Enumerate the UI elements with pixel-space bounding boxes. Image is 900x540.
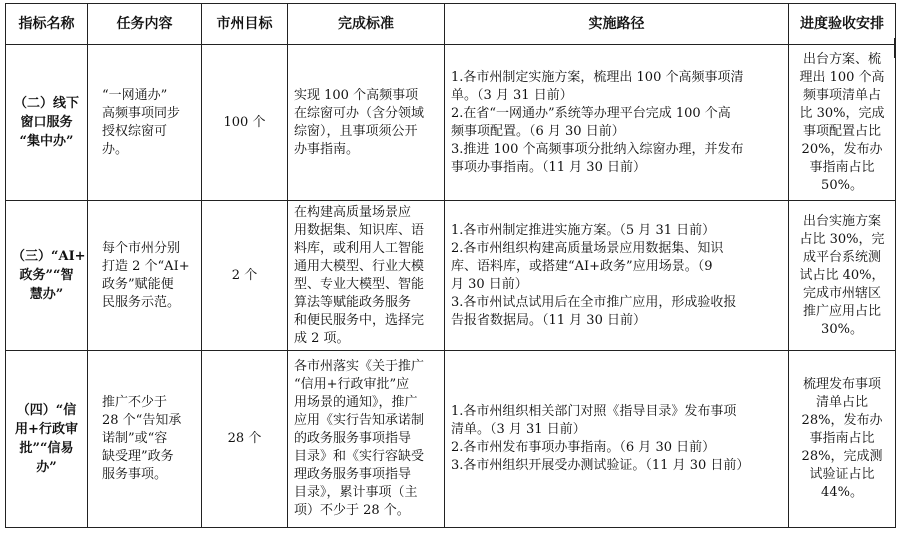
- indicator-name-cell: [6, 201, 88, 351]
- header-task-content: 任务内容: [88, 4, 202, 45]
- cell-line: 事指南占比: [809, 159, 875, 175]
- implementation-path-cell: [445, 45, 789, 201]
- completion-standard-cell: [288, 351, 445, 528]
- cell-line: 缺受理”政务: [102, 449, 174, 464]
- cell-line: （二）线下: [13, 96, 79, 111]
- indicator-table: [5, 3, 896, 528]
- cell-line: 目录》，累计事项（主: [294, 485, 418, 500]
- cell-line: 打造 2 个“AI+: [102, 258, 190, 274]
- cell-line: “一网通办”: [102, 87, 168, 103]
- table-row: [6, 45, 896, 201]
- city-target-cell: 100 个: [202, 45, 288, 201]
- cell-line: 目录》和《实行容缺受: [294, 449, 425, 464]
- indicator-name-cell: [6, 351, 88, 528]
- cell-line: （四）“信: [16, 403, 77, 418]
- cell-line: 用数据集、知识库、语: [294, 222, 425, 238]
- cell-line: 28 个“告知承: [102, 413, 182, 428]
- acceptance-schedule-cell: [789, 351, 896, 528]
- cell-line: 梳理发布事项: [802, 377, 881, 392]
- cell-line: 2.各市州组织构建高质量场景应用数据集、知识: [451, 240, 724, 256]
- cell-line: 3.各市州组织开展受办测试验证。（11 月 30 日前）: [451, 458, 750, 473]
- cell-line: 理政务服务事项指导: [294, 467, 412, 482]
- cell-line: 事指南占比: [809, 431, 875, 446]
- cell-line: 理出 100 个高: [799, 69, 885, 85]
- cell-line: 出台方案、梳: [802, 51, 881, 67]
- cell-line: 用+行政审: [15, 422, 78, 437]
- cell-line: 完成市州辖区: [802, 285, 881, 301]
- header-completion-standard: 完成标准: [288, 4, 445, 45]
- cell-line: 出台实施方案: [802, 213, 881, 229]
- cell-line: 在综窗可办（含分领域: [294, 105, 425, 121]
- cell-line: 28%，完成测: [801, 449, 883, 464]
- cell-line: 占比 30%，完: [799, 231, 885, 247]
- cell-line: 政务”“智: [19, 268, 74, 283]
- cell-line: 服务事项。: [102, 467, 168, 482]
- cell-line: 高频事项同步: [102, 105, 181, 121]
- cell-line: 1.各市州组织相关部门对照《指导目录》发布事项: [451, 404, 737, 419]
- header-row: [6, 4, 896, 45]
- table-row: [6, 201, 896, 351]
- cell-line: 比 30%，完成: [799, 105, 885, 121]
- cell-line: 推广应用占比: [802, 303, 881, 319]
- cell-line: 的政务服务事项指导: [294, 431, 412, 446]
- cell-line: 3.各市州试点试用后在全市推广应用，形成验收报: [451, 294, 737, 310]
- cell-line: 每个市州分别: [102, 240, 181, 256]
- cell-line: 试验证占比: [809, 467, 875, 482]
- cell-line: 和便民服务中，选择完: [294, 312, 425, 328]
- cell-line: 实现 100 个高频事项: [294, 87, 419, 103]
- cell-line: 28%，发布办: [801, 413, 883, 428]
- cell-line: 试占比 40%，: [799, 267, 885, 283]
- implementation-path-cell: [445, 201, 789, 351]
- cell-line: 频事项配置。（6 月 30 日前）: [451, 123, 625, 139]
- implementation-path-cell: [445, 351, 789, 528]
- cell-line: 授权综窗可: [102, 123, 168, 139]
- cell-line: 民服务示范。: [102, 294, 181, 310]
- cell-line: 30%。: [821, 321, 863, 337]
- task-content-cell: [88, 45, 202, 201]
- cell-line: 办。: [102, 141, 129, 157]
- cell-line: 告报省数据局。（11 月 30 日前）: [451, 312, 646, 328]
- completion-standard-cell: [288, 45, 445, 201]
- header-indicator-name: 指标名称: [6, 4, 88, 45]
- cell-line: 月 30 日前）: [451, 276, 528, 292]
- cell-line: 慧办”: [29, 287, 64, 302]
- city-target-cell: 2 个: [202, 201, 288, 351]
- cell-line: 成 2 项。: [294, 330, 350, 346]
- cell-line: “信用+行政审批”应: [294, 377, 410, 392]
- cell-line: 事项办事指南。（11 月 30 日前）: [451, 159, 646, 175]
- cell-line: 清单占比: [815, 395, 868, 410]
- cell-line: 成平台系统测: [802, 249, 881, 265]
- cell-line: 算法等赋能政务服务: [294, 294, 412, 310]
- cell-line: 库、语料库，或搭建“AI+政务”应用场景。（9: [451, 258, 713, 274]
- cell-line: 政务”赋能便: [102, 276, 174, 292]
- cell-line: 批”“信易: [19, 441, 74, 456]
- cell-line: 应用《实行告知承诺制: [294, 413, 425, 428]
- cell-line: 清单。（3 月 31 日前）: [451, 422, 586, 437]
- cell-line: 20%，发布办: [801, 141, 883, 157]
- cell-line: 在构建高质量场景应: [294, 204, 412, 220]
- cell-line: （三）“AI+: [12, 249, 86, 264]
- table-row: [6, 351, 896, 528]
- cell-line: 各市州落实《关于推广: [294, 359, 425, 374]
- cell-line: 诺制”或“容: [102, 431, 168, 446]
- completion-standard-cell: [288, 201, 445, 351]
- acceptance-schedule-cell: [789, 201, 896, 351]
- cell-line: 2.各市州发布事项办事指南。（6 月 30 日前）: [451, 440, 716, 455]
- indicator-name-cell: [6, 45, 88, 201]
- task-content-cell: [88, 201, 202, 351]
- cell-line: 2.在省“一网通办”系统等办理平台完成 100 个高: [451, 105, 731, 121]
- cell-line: 1.各市州制定推进实施方案。（5 月 31 日前）: [451, 222, 716, 238]
- cell-line: 44%。: [821, 485, 863, 500]
- cell-line: 3.推进 100 个高频事项分批纳入综窗办理，并发布: [451, 141, 744, 157]
- cell-line: 窗口服务: [20, 115, 73, 130]
- cell-line: 型、专业大模型、智能: [294, 276, 425, 292]
- cell-line: 推广不少于: [102, 395, 168, 410]
- cell-line: 办”: [36, 460, 57, 475]
- cell-line: 单。（3 月 31 日前）: [451, 87, 573, 103]
- cell-line: 50%。: [821, 177, 863, 193]
- header-implementation-path: 实施路径: [445, 4, 789, 45]
- cell-line: 办事指南。: [294, 141, 360, 157]
- cell-line: 料库，或利用人工智能: [294, 240, 425, 256]
- cell-line: 综窗），且事项须公开: [294, 123, 418, 139]
- cell-line: 用场景的通知》，推广: [294, 395, 418, 410]
- cell-line: 1.各市州制定实施方案，梳理出 100 个高频事项清: [451, 69, 744, 85]
- task-content-cell: [88, 351, 202, 528]
- cell-line: 频事项清单占: [802, 87, 881, 103]
- cell-line: “集中办”: [19, 134, 74, 149]
- acceptance-schedule-cell: [789, 45, 896, 201]
- city-target-cell: 28 个: [202, 351, 288, 528]
- header-acceptance-schedule: 进度验收安排: [789, 4, 896, 45]
- header-city-target: 市州目标: [202, 4, 288, 45]
- cell-line: 通用大模型、行业大模: [294, 258, 425, 274]
- cell-line: 事项配置占比: [802, 123, 881, 139]
- cell-line: 项）不少于 28 个。: [294, 503, 410, 518]
